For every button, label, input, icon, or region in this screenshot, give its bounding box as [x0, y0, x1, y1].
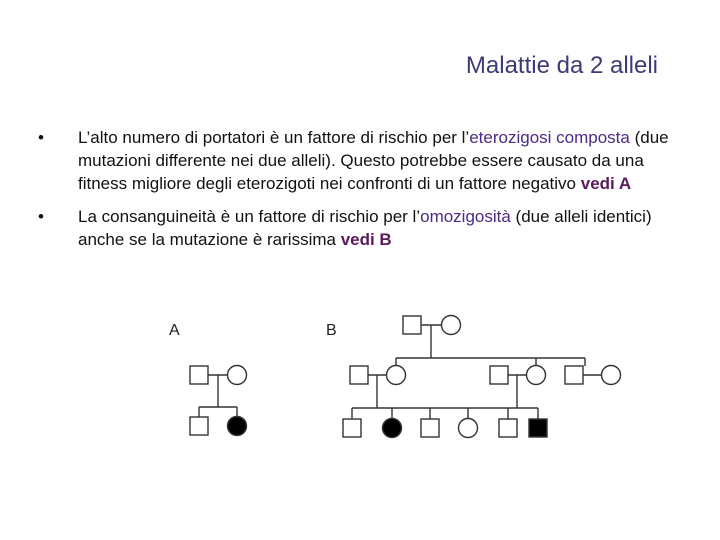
affected-male-cousin-symbol [529, 419, 547, 437]
pedigree-b [326, 316, 621, 438]
female-parent-symbol [228, 366, 247, 385]
slide-title: Malattie da 2 alleli [465, 52, 658, 79]
spouse-female-symbol [602, 366, 621, 385]
affected-female-cousin-symbol [383, 419, 402, 438]
keyword-heterozygosity: eterozigosi composta [469, 128, 630, 147]
bullet-text-end: (due alleli identici) anche se la mutazione è rarissima [78, 207, 652, 249]
male-cousin-symbol [421, 419, 439, 437]
grandmother-symbol [442, 316, 461, 335]
male-cousin-symbol [343, 419, 361, 437]
spouse-male-symbol [350, 366, 368, 384]
bullet-consanguinity [34, 205, 694, 251]
bullet-text-end: (due mutazioni differente nei due alleli). Questo potrebbe essere causato da una fitness migliore degli eterozigoti nei confronti di un fattore negativo [78, 128, 669, 193]
pedigree-a-label: A [169, 322, 180, 339]
spouse-male-symbol [490, 366, 508, 384]
pedigree-b-label: B [326, 322, 337, 339]
male-sibling-symbol [565, 366, 583, 384]
bullet-text-start: L’alto numero di portatori è un fattore di rischio per l’ [78, 128, 470, 147]
bullet-marker: • [38, 207, 44, 226]
pedigree-a [169, 322, 247, 436]
bullet-marker: • [38, 128, 44, 147]
male-cousin-symbol [499, 419, 517, 437]
reference-b: vedi B [340, 230, 392, 249]
bullet-heterozygosity [34, 126, 694, 195]
female-cousin-symbol [459, 419, 478, 438]
grandfather-symbol [403, 316, 421, 334]
female-sibling-symbol [527, 366, 546, 385]
female-carrier-symbol [387, 366, 406, 385]
male-parent-symbol [190, 366, 208, 384]
bullet-text-start: La consanguineità è un fattore di rischio per l’ [78, 207, 421, 226]
bullet-list [34, 126, 694, 261]
reference-a: vedi A [580, 174, 632, 193]
affected-female-child-symbol [228, 417, 247, 436]
pedigree-diagrams [0, 300, 720, 540]
keyword-homozygosity: omozigosità [420, 207, 511, 226]
male-child-symbol [190, 417, 208, 435]
